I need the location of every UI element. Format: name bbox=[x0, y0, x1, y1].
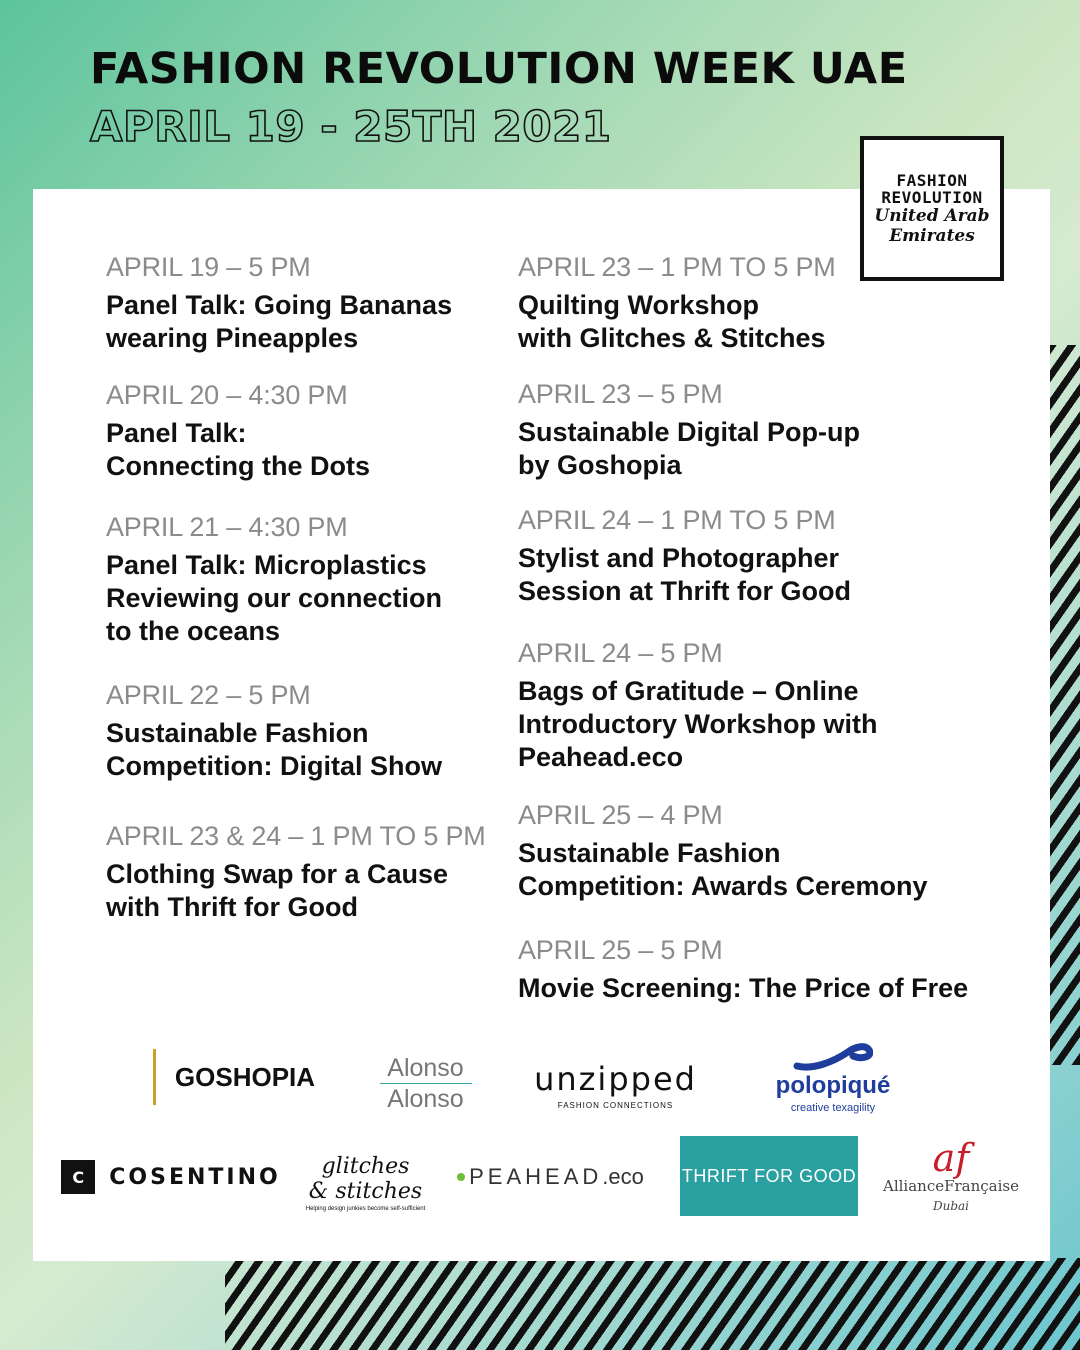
event-title: Panel Talk: Connecting the Dots bbox=[106, 418, 370, 481]
sponsor-peahead-suffix: .eco bbox=[602, 1164, 644, 1189]
event-title: Stylist and Photographer Session at Thrift for Good bbox=[518, 543, 852, 606]
event-date: APRIL 25 – 5 PM bbox=[518, 935, 723, 965]
cosentino-mark-icon: C bbox=[61, 1160, 95, 1194]
decorative-stripes-bottom bbox=[225, 1258, 1080, 1350]
peahead-dot-icon bbox=[457, 1173, 465, 1181]
logo-line-2: REVOLUTION bbox=[881, 187, 983, 207]
event-date: APRIL 23 – 1 PM TO 5 PM bbox=[518, 252, 836, 282]
event-item bbox=[518, 251, 836, 355]
alliance-francaise-mark-icon: af bbox=[932, 1136, 970, 1180]
sponsor-cosentino-logo bbox=[61, 1157, 281, 1197]
event-title: Quilting Workshop with Glitches & Stitches bbox=[518, 290, 826, 353]
sponsor-cosentino-text: COSENTINO bbox=[109, 1164, 281, 1190]
event-item bbox=[518, 799, 928, 903]
sponsor-unzipped-logo bbox=[523, 1055, 708, 1115]
event-title: Sustainable Fashion Competition: Awards Ceremony bbox=[518, 838, 928, 901]
sponsor-af-name: AllianceFrançaise bbox=[882, 1177, 1019, 1195]
event-item bbox=[518, 934, 968, 1005]
event-title: Sustainable Fashion Competition: Digital Show bbox=[106, 718, 442, 781]
event-item bbox=[518, 378, 860, 482]
logo-line-3: United Arab bbox=[874, 205, 990, 226]
sponsor-thrift-for-good-logo bbox=[680, 1136, 858, 1216]
event-title: Panel Talk: Microplastics Reviewing our connection to the oceans bbox=[106, 550, 443, 646]
event-item bbox=[518, 504, 851, 608]
sponsor-polopique-logo bbox=[733, 1041, 933, 1115]
sponsor-peahead-text: PEAHEAD bbox=[469, 1164, 603, 1189]
sponsor-polopique-subtitle: creative texagility bbox=[790, 1102, 876, 1114]
event-date: APRIL 23 – 5 PM bbox=[518, 379, 723, 409]
event-date: APRIL 24 – 1 PM TO 5 PM bbox=[518, 505, 836, 535]
polopique-swoosh-icon bbox=[793, 1042, 873, 1072]
event-dates: APRIL 19 - 25TH 2021 bbox=[90, 102, 612, 151]
sponsor-glitches-subtitle: Helping design junkies become self-sufficient bbox=[305, 1206, 426, 1212]
event-item bbox=[106, 820, 486, 924]
sponsor-thrift-text: THRIFT FOR GOOD bbox=[681, 1165, 857, 1186]
event-date: APRIL 21 – 4:30 PM bbox=[106, 512, 348, 542]
sponsor-af-city: Dubai bbox=[932, 1199, 970, 1213]
event-title: Sustainable Digital Pop-up by Goshopia bbox=[518, 417, 861, 480]
logo-line-1: FASHION bbox=[896, 170, 968, 190]
sponsor-alonso-logo bbox=[368, 1051, 483, 1115]
event-title: Bags of Gratitude – Online Introductory Workshop with Peahead.eco bbox=[518, 676, 878, 772]
schedule-card bbox=[33, 189, 1050, 1261]
sponsor-unzipped-text: unzipped bbox=[534, 1059, 697, 1098]
event-date: APRIL 24 – 5 PM bbox=[518, 638, 723, 668]
logo-line-4: Emirates bbox=[889, 225, 975, 246]
event-title: Clothing Swap for a Cause with Thrift for Good bbox=[106, 859, 449, 922]
event-item bbox=[106, 511, 442, 648]
sponsor-alliance-francaise-logo bbox=[881, 1127, 1021, 1225]
event-item bbox=[518, 637, 878, 774]
page-title: FASHION REVOLUTION WEEK UAE bbox=[90, 44, 908, 94]
event-date: APRIL 25 – 4 PM bbox=[518, 800, 723, 830]
sponsor-goshopia-logo bbox=[153, 1049, 330, 1105]
event-date: APRIL 22 – 5 PM bbox=[106, 680, 311, 710]
sponsor-alonso-bottom: Alonso bbox=[387, 1084, 464, 1113]
sponsor-glitches-line1: glitches bbox=[321, 1154, 410, 1179]
event-date: APRIL 23 & 24 – 1 PM TO 5 PM bbox=[106, 821, 486, 851]
sponsor-peahead-logo bbox=[448, 1159, 653, 1195]
sponsor-glitches-logo bbox=[298, 1147, 433, 1219]
event-date: APRIL 20 – 4:30 PM bbox=[106, 380, 348, 410]
event-title: Movie Screening: The Price of Free bbox=[518, 973, 969, 1003]
event-date: APRIL 19 – 5 PM bbox=[106, 252, 311, 282]
sponsor-polopique-text: polopiqué bbox=[775, 1072, 891, 1099]
sponsor-unzipped-subtitle: FASHION CONNECTIONS bbox=[557, 1100, 674, 1110]
sponsor-glitches-line2: & stitches bbox=[308, 1179, 423, 1204]
sponsor-goshopia-text: GOSHOPIA bbox=[174, 1061, 316, 1092]
sponsor-alonso-top: Alonso bbox=[387, 1053, 464, 1082]
event-item bbox=[106, 679, 442, 783]
event-title: Panel Talk: Going Bananas wearing Pineapples bbox=[106, 290, 453, 353]
event-item bbox=[106, 251, 452, 355]
fashion-revolution-uae-logo bbox=[860, 136, 1004, 281]
event-item bbox=[106, 379, 370, 483]
sponsor-alonso-divider bbox=[380, 1083, 472, 1084]
